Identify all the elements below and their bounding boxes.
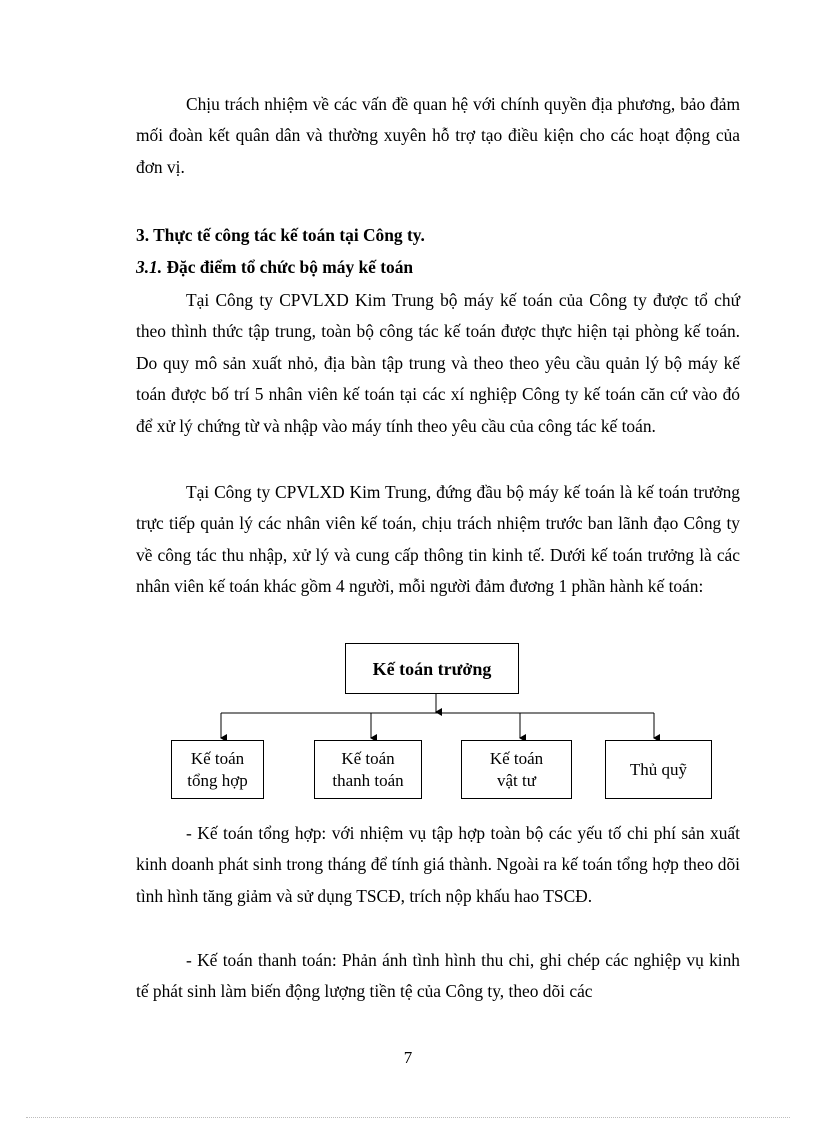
org-box-label: Kế toán trưởng	[372, 658, 492, 679]
paragraph-organization: Tại Công ty CPVLXD Kim Trung bộ máy kế toán của Công ty được tổ chứ theo thình thức tập trung, toàn bộ công tác kế toán được thực hiện tại phòng kế toán. Do quy mô sản xuất nhỏ, địa bàn tập trung và theo theo yêu cầu quản lý bộ máy kế toán được bố trí 5 nhân viên kế toán tại các xí nghiệp Công ty kế toán căn cứ vào đó để xử lý chứng từ và nhập vào máy tính theo yêu cầu của công tác kế toán.	[136, 290, 740, 436]
section-title: Đặc điểm tổ chức bộ máy kế toán	[162, 257, 414, 277]
org-box-materials-accountant	[461, 740, 572, 799]
org-box-label	[490, 748, 543, 792]
org-box-line: vật tư	[497, 770, 536, 790]
org-box-general-accountant	[171, 740, 264, 799]
org-box-line: Kế toán	[190, 748, 245, 768]
section-number: 3.1.	[136, 257, 163, 277]
paragraph-payment-accountant: - Kế toán thanh toán: Phản ánh tình hình thu chi, ghi chép các nghiệp vụ kinh tế phát sinh làm biến động lượng tiền tệ của Công ty, theo dõi các	[136, 950, 740, 1002]
org-box-chief-accountant	[345, 643, 519, 694]
org-box-line: tổng hợp	[187, 770, 248, 790]
paragraph-chief-accountant: Tại Công ty CPVLXD Kim Trung, đứng đầu bộ máy kế toán là kế toán trưởng trực tiếp quản lý các nhân viên kế toán, chịu trách nhiệm trước ban lãnh đạo Công ty về công tác thu nhập, xử lý và cung cấp thông tin kinh tế. Dưới kế toán trưởng là các nhân viên kế toán khác gồm 4 người, mỗi người đảm đương 1 phần hành kế toán:	[136, 482, 740, 597]
section-heading-3-1	[136, 252, 740, 283]
section-heading-3: 3. Thực tế công tác kế toán tại Công ty.	[136, 225, 425, 245]
org-box-line: Kế toán	[489, 748, 544, 768]
org-box-line: thanh toán	[332, 770, 404, 790]
page-bottom-border	[26, 1117, 790, 1118]
org-box-label	[187, 748, 247, 792]
paragraph-local-relations: Chịu trách nhiệm về các vấn đề quan hệ với chính quyền địa phương, bảo đảm mối đoàn kết quân dân và thường xuyên hỗ trợ tạo điều kiện cho các hoạt động của đơn vị.	[136, 94, 740, 177]
org-box-label: Thủ quỹ	[629, 759, 688, 779]
org-box-label	[332, 748, 403, 792]
org-box-treasurer	[605, 740, 712, 799]
paragraph-general-accountant: - Kế toán tổng hợp: với nhiệm vụ tập hợp toàn bộ các yếu tố chi phí sản xuất kinh doanh phát sinh trong tháng để tính giá thành. Ngoài ra kế toán tổng hợp theo dõi tình hình tăng giảm và sử dụng TSCĐ, trích nộp khấu hao TSCĐ.	[136, 823, 740, 906]
org-box-payment-accountant	[314, 740, 422, 799]
org-box-line: Kế toán	[341, 748, 395, 768]
page-number: 7	[403, 1048, 413, 1067]
